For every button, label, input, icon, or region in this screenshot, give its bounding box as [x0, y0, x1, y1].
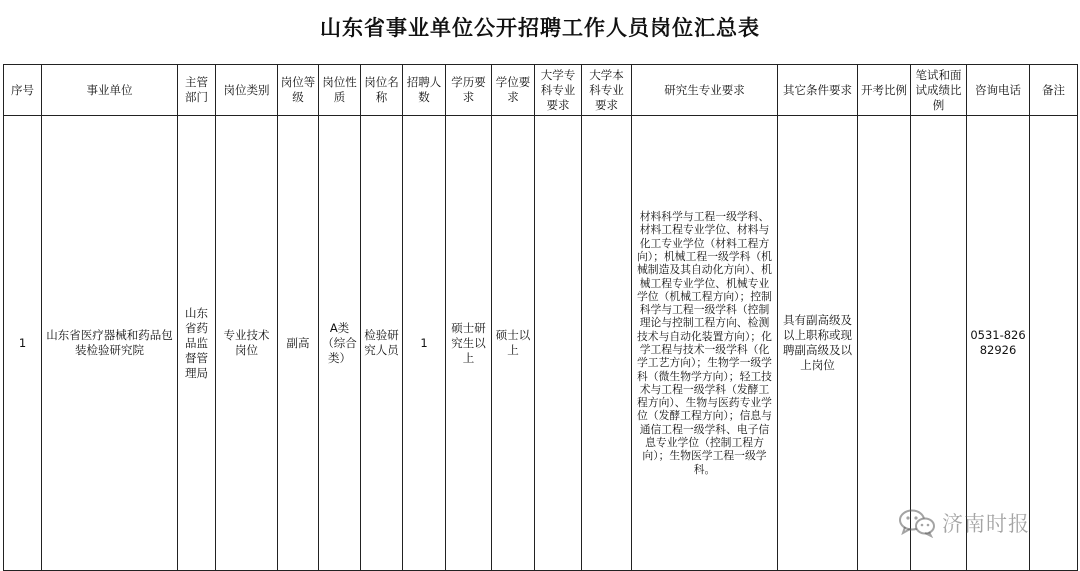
cell-count: 1 [403, 116, 446, 571]
watermark [898, 508, 1030, 538]
header-degree: 学位要求 [492, 65, 535, 116]
header-bachelor-major: 大学本科专业要求 [582, 65, 632, 116]
header-name: 岗位名称 [361, 65, 403, 116]
cell-unit: 山东省医疗器械和药品包装检验研究院 [42, 116, 178, 571]
cell-education: 硕士研究生以上 [446, 116, 492, 571]
table-row [4, 116, 1078, 571]
cell-degree: 硕士以上 [492, 116, 535, 571]
cell-ratio [858, 116, 911, 571]
header-remark: 备注 [1030, 65, 1078, 116]
header-college-major: 大学专科专业要求 [535, 65, 582, 116]
header-score-ratio: 笔试和面试成绩比例 [911, 65, 967, 116]
watermark-text: 济南时报 [942, 512, 1030, 536]
cell-level: 副高 [278, 116, 319, 571]
header-education: 学历要求 [446, 65, 492, 116]
wechat-icon [898, 508, 936, 538]
cell-bachelor-major [582, 116, 632, 571]
header-phone: 咨询电话 [967, 65, 1030, 116]
table-header [4, 65, 1078, 116]
header-other: 其它条件要求 [778, 65, 858, 116]
positions-table [3, 64, 1078, 571]
header-dept: 主管部门 [178, 65, 216, 116]
header-level: 岗位等级 [278, 65, 319, 116]
cell-name: 检验研究人员 [361, 116, 403, 571]
cell-category: 专业技术岗位 [216, 116, 278, 571]
cell-dept: 山东省药品监督管理局 [178, 116, 216, 571]
header-category: 岗位类别 [216, 65, 278, 116]
header-count: 招聘人数 [403, 65, 446, 116]
page-title: 山东省事业单位公开招聘工作人员岗位汇总表 [320, 15, 760, 40]
cell-nature: A类（综合类） [319, 116, 361, 571]
cell-remark [1030, 116, 1078, 571]
header-unit: 事业单位 [42, 65, 178, 116]
header-seq: 序号 [4, 65, 42, 116]
header-ratio: 开考比例 [858, 65, 911, 116]
header-nature: 岗位性质 [319, 65, 361, 116]
cell-seq: 1 [4, 116, 42, 571]
cell-phone: 0531-82682926 [967, 116, 1030, 571]
cell-grad-major: 材料科学与工程一级学科、材料工程专业学位、材料与化工专业学位（材料工程方向）；机械工程一级学科（机械制造及其自动化方向）、机械工程专业学位、机械专业学位（机械工程方向）；控制科学与工程一级学科（控制理论与控制工程方向、检测技术与自动化装置方向）；化学工程与技术一级学科（化学工艺方向）；生物学一级学科（微生物学方向）；轻工技术与工程一级学科（发酵工程方向）、生物与医药专业学位（发酵工程方向）；信息与通信工程一级学科、电子信息专业学位（控制工程方向）；生物医学工程一级学科。 [632, 116, 778, 571]
cell-other: 具有副高级及以上职称或现聘副高级及以上岗位 [778, 116, 858, 571]
cell-college-major [535, 116, 582, 571]
header-grad-major: 研究生专业要求 [632, 65, 778, 116]
cell-score-ratio [911, 116, 967, 571]
